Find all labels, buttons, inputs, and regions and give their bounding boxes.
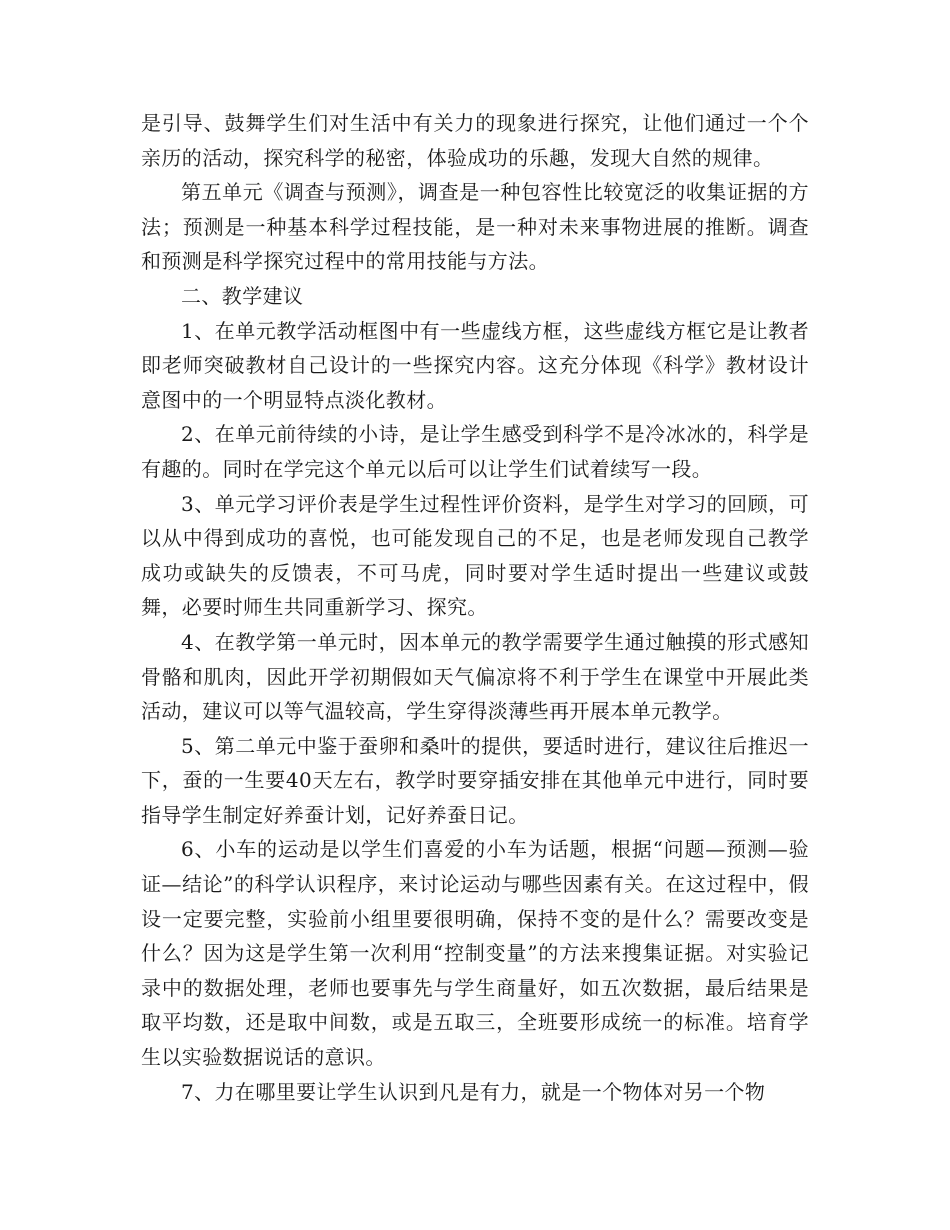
- document-body: [141, 106, 809, 1109]
- paragraph-continuation: 是引导、鼓舞学生们对生活中有关力的现象进行探究，让他们通过一个个亲历的活动，探究科学的秘密，体验成功的乐趣，发现大自然的规律。: [141, 111, 809, 170]
- paragraph-suggestion-2: 2、在单元前待续的小诗，是让学生感受到科学不是冷冰冰的，科学是有趣的。同时在学完这个单元以后可以让学生们试着续写一段。: [141, 422, 809, 481]
- paragraph-suggestion-6: 6、小车的运动是以学生们喜爱的小车为话题，根据“问题—预测—验证—结论”的科学认识程序，来讨论运动与哪些因素有关。在这过程中，假设一定要完整，实验前小组里要很明确，保持不变的是什么？需要改变是什么？因为这是学生第一次利用“控制变量”的方法来搜集证据。对实验记录中的数据处理，老师也要事先与学生商量好，如五次数据，最后结果是取平均数，还是取中间数，或是五取三，全班要形成统一的标准。培育学生以实验数据说话的意识。: [141, 837, 809, 1070]
- paragraph-suggestion-5: 5、第二单元中鉴于蚕卵和桑叶的提供，要适时进行，建议往后推迟一下，蚕的一生要40天左右，教学时要穿插安排在其他单元中进行，同时要指导学生制定好养蚕计划，记好养蚕日记。: [141, 733, 809, 827]
- paragraph-suggestion-7: 7、力在哪里要让学生认识到凡是有力，就是一个物体对另一个物: [181, 1079, 766, 1104]
- section-heading-teaching-suggestions: 二、教学建议: [181, 283, 304, 308]
- paragraph-suggestion-4: 4、在教学第一单元时，因本单元的教学需要学生通过触摸的形式感知骨骼和肌肉，因此开学初期假如天气偏凉将不利于学生在课堂中开展此类活动，建议可以等气温较高，学生穿得淡薄些再开展本单元教学。: [141, 629, 809, 724]
- paragraph-suggestion-3: 3、单元学习评价表是学生过程性评价资料，是学生对学习的回顾，可以从中得到成功的喜悦，也可能发现自己的不足，也是老师发现自己教学成功或缺失的反馈表，不可马虎，同时要对学生适时提出一些建议或鼓舞，必要时师生共同重新学习、探究。: [141, 491, 809, 620]
- paragraph-suggestion-1: 1、在单元教学活动框图中有一些虚线方框，这些虚线方框它是让教者即老师突破教材自己设计的一些探究内容。这充分体现《科学》教材设计意图中的一个明显特点淡化教材。: [141, 318, 809, 412]
- paragraph-unit-five: 第五单元《调查与预测》，调查是一种包容性比较宽泛的收集证据的方法；预测是一种基本科学过程技能，是一种对未来事物进展的推断。调查和预测是科学探究过程中的常用技能与方法。: [141, 180, 809, 274]
